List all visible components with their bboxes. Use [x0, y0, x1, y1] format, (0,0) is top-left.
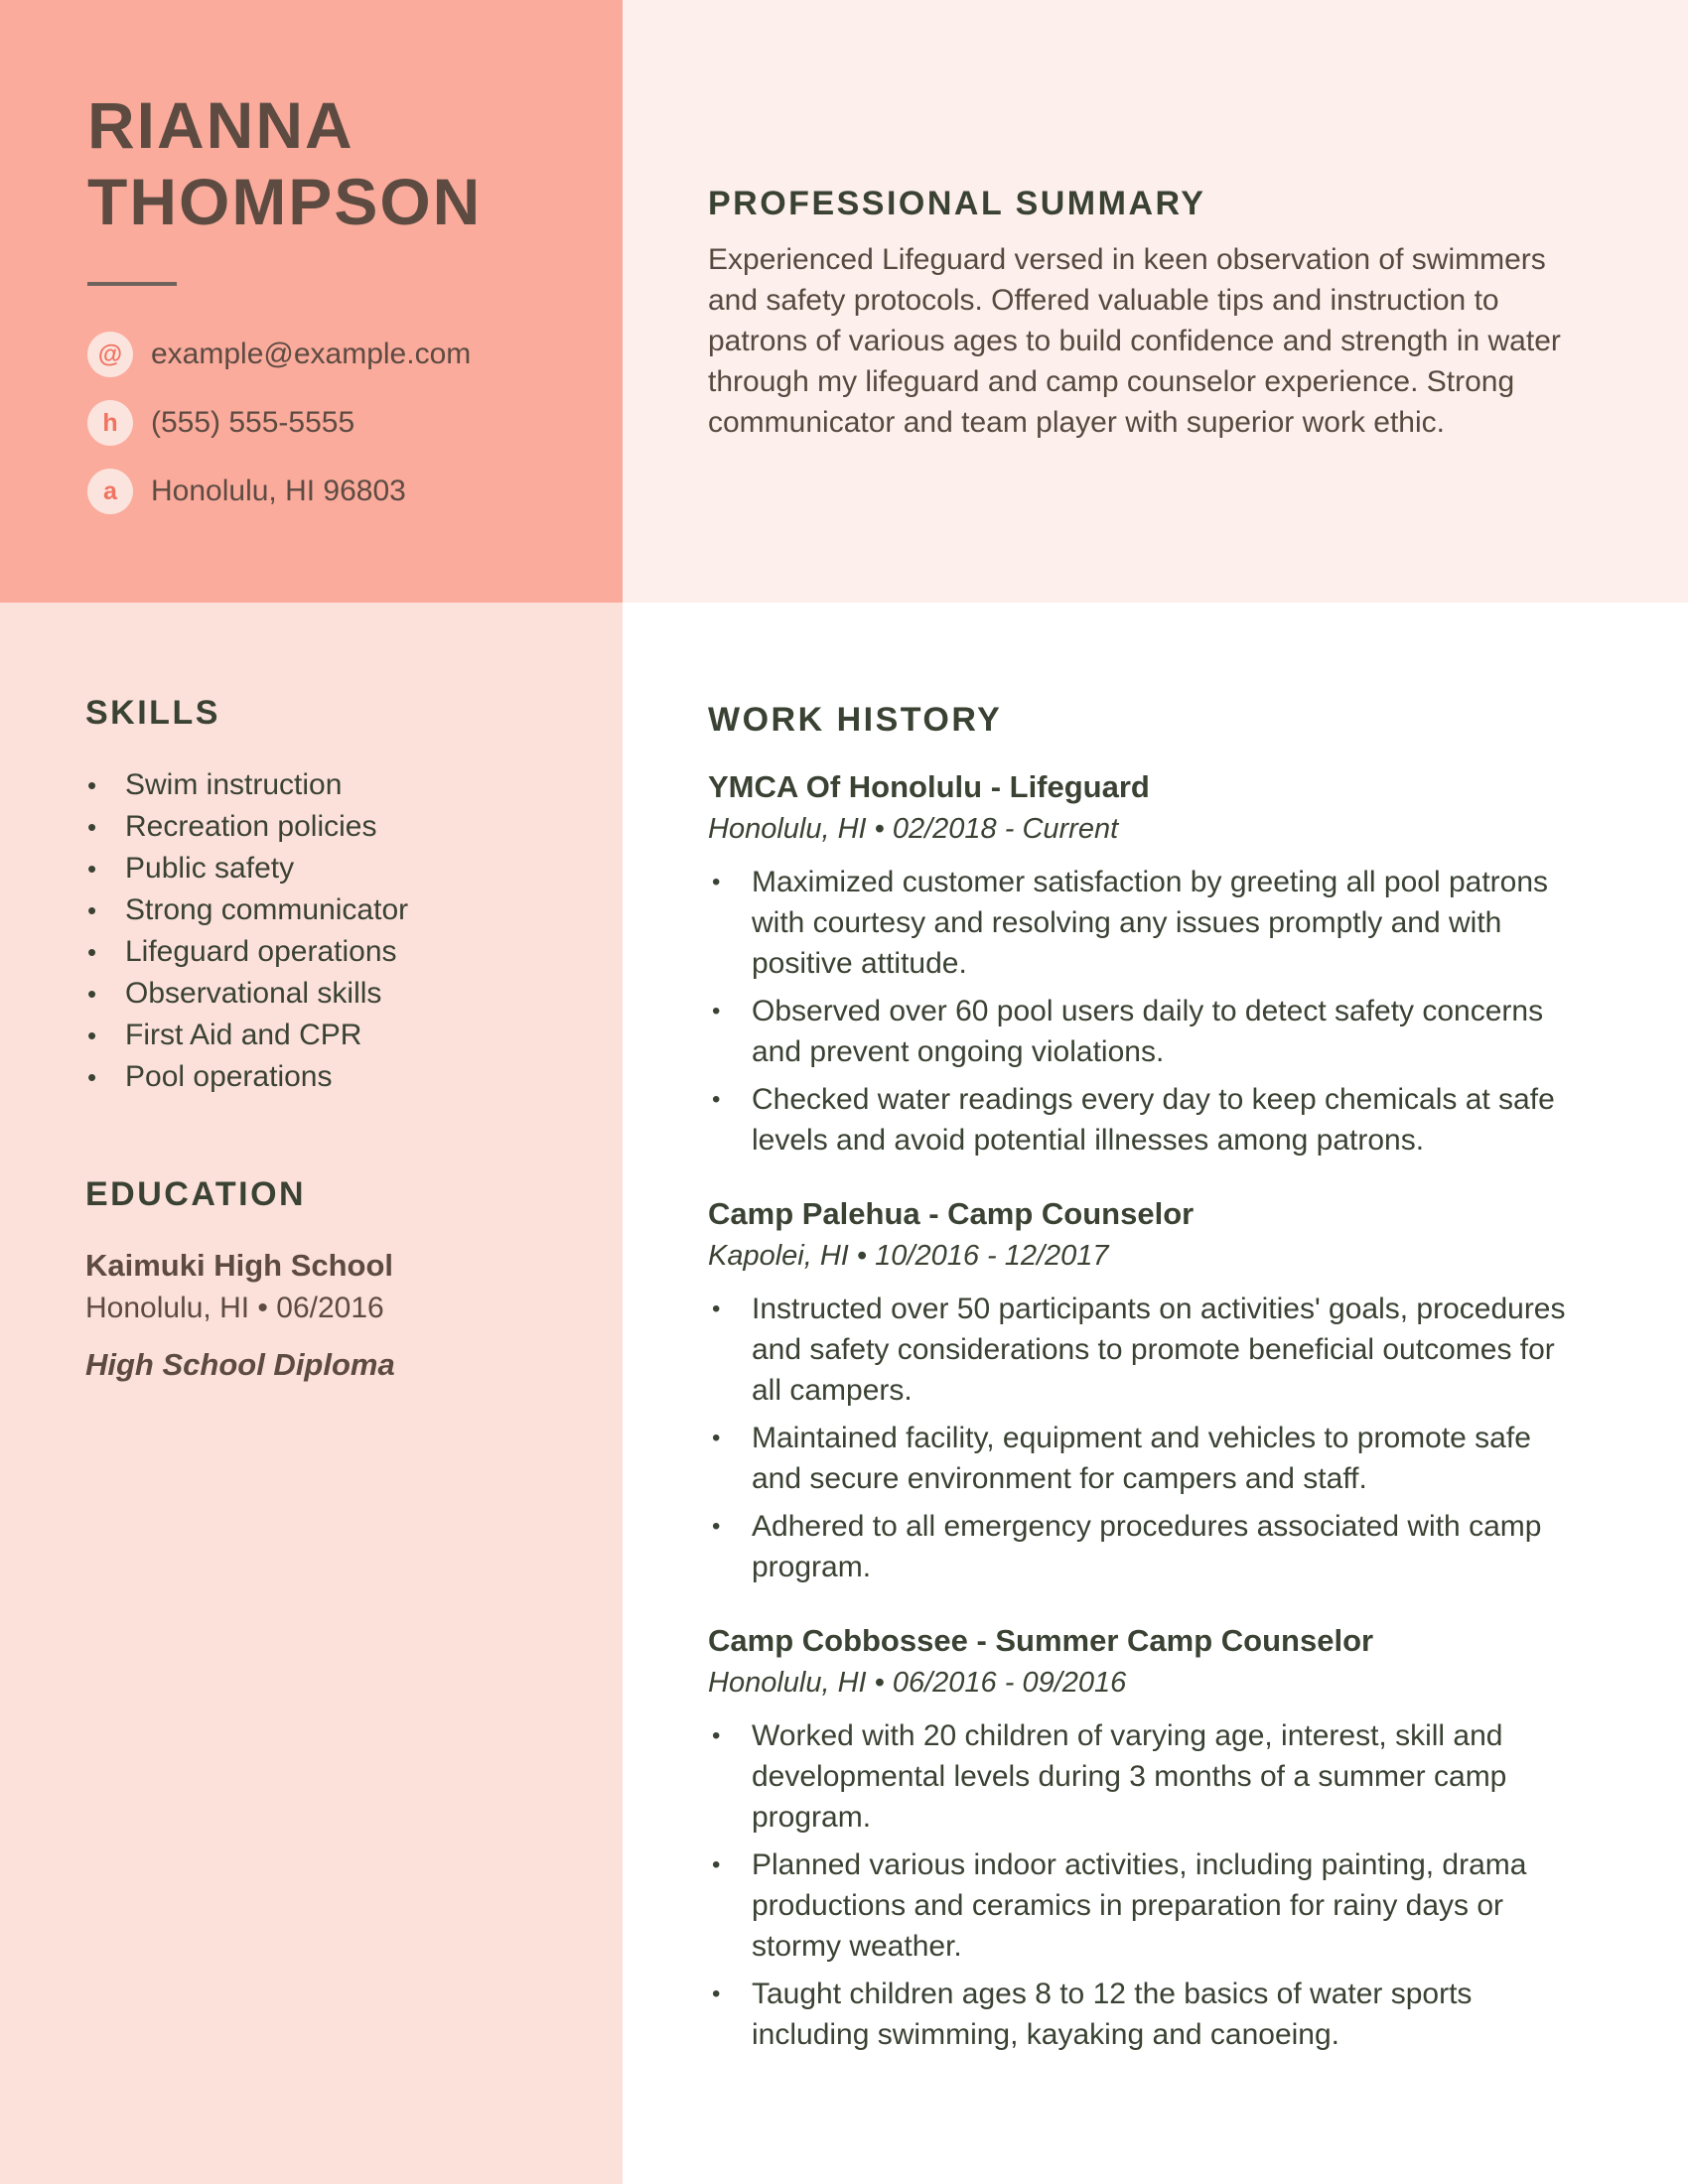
professional-summary-section [623, 0, 1688, 603]
skill-item: • Public safety [85, 848, 583, 889]
job-bullet-list [708, 1289, 1579, 1587]
skills-heading: SKILLS [85, 694, 220, 732]
education-location-date: Honolulu, HI • 06/2016 [85, 1292, 384, 1324]
job-bullet: • Taught children ages 8 to 12 the basics of water sports including swimming, kayaking and canoeing. [708, 1974, 1579, 2055]
job-entry [708, 1623, 1579, 2055]
email-text: example@example.com [151, 338, 472, 370]
phone-icon: h [87, 400, 133, 446]
skill-item: • Strong communicator [85, 889, 583, 931]
contact-row-phone [87, 400, 583, 446]
summary-heading: PROFESSIONAL SUMMARY [708, 185, 1206, 222]
phone-text: (555) 555-5555 [151, 406, 355, 439]
summary-text: Experienced Lifeguard versed in keen observation of swimmers and safety protocols. Offered valuable tips and instruction to patrons of various ages to build confidence and strength in water through my lifeguard and camp counselor experience. Strong communicator and team player with superior work ethic. [708, 243, 1561, 439]
contact-row-email [87, 332, 583, 377]
contact-row-address [87, 469, 583, 514]
job-bullet: • Planned various indoor activities, including painting, drama productions and ceramics in preparation for rainy days or stormy weather. [708, 1844, 1579, 1967]
education-heading: EDUCATION [85, 1175, 307, 1213]
address-text: Honolulu, HI 96803 [151, 475, 406, 507]
job-bullet: • Worked with 20 children of varying age, interest, skill and developmental levels during 3 months of a summer camp program. [708, 1715, 1579, 1838]
job-bullet: • Adhered to all emergency procedures associated with camp program. [708, 1506, 1579, 1587]
skills-list [85, 764, 583, 1098]
job-location-dates: Honolulu, HI • 02/2018 - Current [708, 813, 1119, 845]
job-bullet: • Maximized customer satisfaction by greeting all pool patrons with courtesy and resolving any issues promptly and with positive attitude. [708, 862, 1579, 984]
job-location-dates: Honolulu, HI • 06/2016 - 09/2016 [708, 1667, 1127, 1699]
email-icon: @ [87, 332, 133, 377]
person-name-line1: RIANNA [87, 88, 354, 162]
job-entry [708, 1196, 1579, 1587]
skill-item: • Recreation policies [85, 806, 583, 848]
sidebar [0, 603, 623, 2184]
education-school: Kaimuki High School [85, 1248, 394, 1283]
job-title: Camp Palehua - Camp Counselor [708, 1196, 1195, 1231]
job-bullet: • Checked water readings every day to keep chemicals at safe levels and avoid potential illnesses among patrons. [708, 1079, 1579, 1160]
skill-item: • Observational skills [85, 973, 583, 1015]
job-location-dates: Kapolei, HI • 10/2016 - 12/2017 [708, 1240, 1109, 1272]
job-bullet: • Maintained facility, equipment and vehicles to promote safe and secure environment for campers and staff. [708, 1418, 1579, 1499]
job-bullet: • Instructed over 50 participants on activities' goals, procedures and safety considerations to promote beneficial outcomes for all campers. [708, 1289, 1579, 1411]
contact-list [87, 332, 583, 514]
job-bullet-list [708, 1715, 1579, 2055]
name-divider [87, 282, 177, 286]
job-bullet-list [708, 862, 1579, 1160]
education-degree: High School Diploma [85, 1347, 395, 1382]
job-bullet: • Observed over 60 pool users daily to detect safety concerns and prevent ongoing violations. [708, 991, 1579, 1072]
job-title: Camp Cobbossee - Summer Camp Counselor [708, 1623, 1374, 1658]
work-history-heading: WORK HISTORY [708, 701, 1003, 739]
header-left-panel [0, 0, 623, 603]
skill-item: • Pool operations [85, 1056, 583, 1098]
skill-item: • Swim instruction [85, 764, 583, 806]
skill-item: • First Aid and CPR [85, 1015, 583, 1056]
job-entry [708, 769, 1579, 1160]
person-name-line2: THOMPSON [87, 165, 483, 238]
job-title: YMCA Of Honolulu - Lifeguard [708, 769, 1150, 804]
work-history-section [623, 603, 1688, 2184]
person-name [87, 87, 583, 240]
education-section [85, 1175, 583, 1383]
address-icon: a [87, 469, 133, 514]
skill-item: • Lifeguard operations [85, 931, 583, 973]
